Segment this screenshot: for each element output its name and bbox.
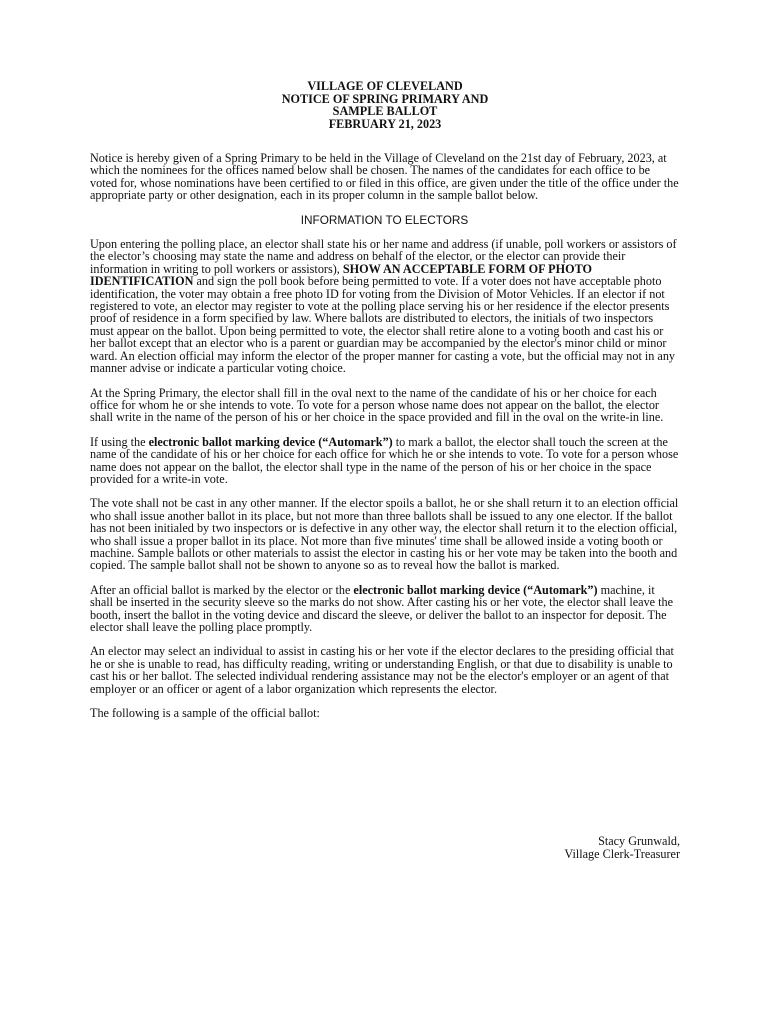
- paragraph-assistance: An elector may select an individual to assist in casting his or her vote if the elector declares to the presiding official that he or she is unable to read, has difficulty reading, writing or understanding English, or that due to disability is unable to cast his or her ballot. The selected individual rendering assistance may not be the elector's employer or an agent of that employer or an officer or agent of a labor organization which represents the elector.: [90, 644, 674, 696]
- title-line-sample-ballot: SAMPLE BALLOT: [332, 104, 438, 119]
- title-line-village: VILLAGE OF CLEVELAND: [307, 79, 463, 93]
- notice-body: [90, 152, 679, 731]
- title-line-notice: NOTICE OF SPRING PRIMARY AND: [281, 91, 489, 106]
- paragraph-text: Upon entering the polling place, an elector shall state his or her name and address (if unable, poll workers or assistors of the elector’s choosing may state the name and address on behalf of the elector, or the elector can provide their information in writing to poll workers or assistors),: [90, 237, 677, 276]
- title-line-date: FEBRUARY 21, 2023: [328, 116, 442, 131]
- paragraph-vote-manner: The vote shall not be cast in any other manner. If the elector spoils a ballot, he or she shall return it to an election official who shall issue another ballot in its place, but not more than three ballots shall be issued to any one elector. If the ballot has not been initialed by two inspectors or is defective in any other way, the elector shall return it to the election official, who shall issue a proper ballot in its place. Not more than five minutes' time shall be allowed inside a voting booth or machine. Sample ballots or other materials to assist the elector in casting his or her vote may be taken into the booth and copied. The sample ballot shall not be shown to anyone so as to reveal how the ballot is marked.: [90, 496, 679, 573]
- signer-name: Stacy Grunwald,: [598, 834, 680, 848]
- paragraph-polling-place: [90, 238, 679, 374]
- notice-title: [0, 80, 770, 130]
- signature-block: [564, 835, 680, 861]
- paragraph-security-sleeve: [90, 584, 679, 634]
- signer-title: Village Clerk-Treasurer: [564, 847, 680, 861]
- paragraph-sample-intro: The following is a sample of the official ballot:: [90, 706, 320, 721]
- section-heading: INFORMATION TO ELECTORS: [300, 212, 469, 227]
- automark-emphasis: electronic ballot marking device (“Automark”): [148, 434, 393, 449]
- paragraph-text: machine, it shall be inserted in the security sleeve so the marks do not show. After casting his or her vote, the elector shall leave the booth, insert the ballot in the voting device and discard the sleeve, or deliver the ballot to an inspector for deposit. The elector shall leave the polling place promptly.: [90, 582, 674, 634]
- paragraph-automark: [90, 436, 679, 486]
- paragraph-text: and sign the poll book before being permitted to vote. If a voter does not have acceptable photo identification, the voter may obtain a free photo ID for voting from the Division of Motor Vehicles. If an elector if not registered to vote, an elector may register to vote at the polling place serving his or her residence if the elector presents proof of residence in a form specified by law. Where ballots are distributed to electors, the initials of two inspectors must appear on the ballot. Upon being permitted to vote, the elector shall retire alone to a voting booth and cast his or her ballot except that an elector who is a parent or guardian may be accompanied by the elector's minor child or minor ward. An election official may inform the elector of the proper manner for casting a vote, but the official may not in any manner advise or indicate a particular voting choice.: [90, 274, 676, 376]
- photo-id-emphasis: SHOW AN ACCEPTABLE FORM OF PHOTO IDENTIFICATION: [90, 261, 592, 289]
- intro-paragraph: Notice is hereby given of a Spring Primary to be held in the Village of Cleveland on the 21st day of February, 2023, at which the nominees for the offices named below shall be chosen. The names of the candidates for each office to be voted for, whose nominations have been certified to or filed in this office, are given under the title of the office under the appropriate party or other designation, each in its proper column in the sample ballot below.: [90, 151, 679, 203]
- automark-emphasis: electronic ballot marking device (“Automark”): [353, 582, 598, 597]
- paragraph-spring-primary: At the Spring Primary, the elector shall fill in the oval next to the name of the candidate of his or her choice for each office for whom he or she intends to vote. To vote for a person whose name does not appear on the ballot, the elector shall write in the name of the person of his or her choice in the space provided and fill in the oval on the write-in line.: [90, 385, 664, 425]
- paragraph-text: After an official ballot is marked by the elector or the: [90, 582, 354, 597]
- paragraph-text: If using the: [90, 434, 149, 449]
- paragraph-text: to mark a ballot, the elector shall touch the screen at the name of the candidate of his or her choice for each office for which he or she intends to vote. To vote for a person whose name does not appear on the ballot, the elector shall type in the name of the person of his or her choice in the space provided for a write-in vote.: [90, 434, 679, 486]
